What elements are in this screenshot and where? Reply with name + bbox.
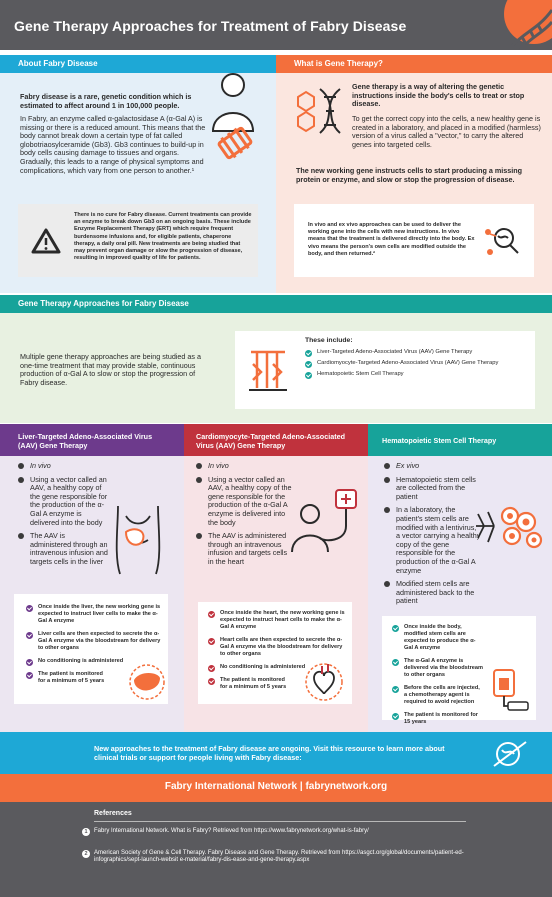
hsc-checks: [392, 624, 484, 732]
list-item: Hematopoietic stem cells are collected from the patient: [384, 476, 482, 502]
check-icon: [305, 350, 312, 357]
check-icon: [26, 605, 33, 612]
cardio-bullets: [196, 462, 294, 572]
list-item: Hematopoietic Stem Cell Therapy: [305, 371, 525, 378]
what-panel: [276, 73, 552, 293]
cardio-panel: [184, 456, 368, 732]
bullet-icon: [384, 463, 390, 469]
liver-header: [0, 424, 184, 456]
list-item: Once inside the heart, the new working gene is expected to instruct heart cells to make the α-Gal A enzyme: [208, 610, 346, 631]
list-item: Liver-Targeted Adeno-Associated Virus (AAV) Gene Therapy: [305, 349, 525, 356]
what-lead-2: The new working gene instructs cells to start producing a missing protein or enzyme, and slow or stop the progression of disease.: [296, 166, 523, 184]
liver-panel: [0, 456, 184, 732]
cardio-title: Cardiomyocyte-Targeted Adeno-Associated Virus (AAV) Gene Therapy: [196, 432, 345, 450]
warning-icon: [31, 228, 61, 254]
org-link[interactable]: Fabry International Network | fabrynetwork.org: [164, 781, 388, 792]
list-item: In vivo: [18, 462, 108, 471]
list-item: The patient is monitored for 15 years: [392, 712, 484, 726]
list-item: The patient is monitored for a minimum of 5 years: [26, 671, 110, 685]
divider: [94, 821, 466, 822]
bullet-icon: [384, 507, 390, 513]
list-item: The α-Gal A enzyme is delivered via the bloodstream to other organs: [392, 658, 484, 679]
what-note-box: [294, 204, 534, 277]
ref-number: 2: [82, 850, 90, 858]
liver-bullets: [18, 462, 108, 572]
list-item: No conditioning is administered: [26, 658, 162, 665]
check-icon: [26, 672, 33, 679]
liver-title: Liver-Targeted Adeno-Associated Virus (AAV) Gene Therapy: [18, 432, 153, 450]
about-lead: Fabry disease is a rare, genetic condition which is estimated to affect around 1 in 100,000 people.: [20, 92, 192, 110]
check-icon: [392, 625, 399, 632]
what-note-text: In vivo and ex vivo approaches can be used to deliver the working gene into the cells with new instructions. In vivo means that the treatment is delivered directly into the body. Ex vivo means the person's own cells are modified outside the body, and then returned.²: [308, 222, 475, 257]
approaches-bar: Gene Therapy Approaches for Fabry Disease: [0, 295, 552, 313]
dna-icon: [482, 0, 552, 50]
approaches-panel: [0, 313, 552, 423]
syringe-icon: [245, 346, 291, 394]
what-bar: What is Gene Therapy?: [276, 55, 552, 73]
about-bar: About Fabry Disease: [0, 55, 276, 73]
header-banner: [0, 0, 552, 50]
references-section: [0, 802, 552, 897]
list-item: The AAV is administered through an intravenous infusion and targets cells in the liver: [18, 532, 108, 566]
check-icon: [392, 686, 399, 693]
check-icon: [26, 632, 33, 639]
list-item: Once inside the body, modified stem cells are expected to produce the α-Gal A enzyme: [392, 624, 484, 652]
heart-icon: [302, 658, 346, 702]
hsc-panel: [368, 456, 552, 732]
cta-band: [0, 732, 552, 774]
what-body: To get the correct copy into the cells, a new healthy gene is created in a laboratory, and placed in a modified (harmless) version of a virus called a "vector," to carry the altered genes into targeted cells.: [352, 114, 541, 149]
bullet-icon: [18, 533, 24, 539]
what-lead: Gene therapy is a way of altering the genetic instructions inside the body's cells to treat or stop disease.: [352, 82, 525, 109]
check-icon: [208, 665, 215, 672]
reference-item: [84, 828, 474, 835]
iv-infusion-icon: [288, 486, 360, 556]
list-item: Cardiomyocyte-Targeted Adeno-Associated Virus (AAV) Gene Therapy: [305, 360, 525, 367]
list-item: No conditioning is administered: [208, 664, 346, 671]
hsc-title: Hematopoietic Stem Cell Therapy: [382, 436, 497, 445]
check-icon: [392, 713, 399, 720]
about-body: In Fabry, an enzyme called α-galactosidase A (α-Gal A) is missing or there is a reduced amount. This means that the body cannot break down a certain type of fat called globotriaosylceramide (Gb3). Gb3 continues to build-up in body cells causing damage to tissues and organs. Gradually, this leads to a range of physical symptoms and complications, which vary from one person to another.¹: [20, 114, 206, 175]
include-title: These include:: [305, 337, 353, 344]
list-item: Once inside the liver, the new working gene is expected to instruct liver cells to make the α-Gal A enzyme: [26, 604, 162, 625]
hsc-header: [368, 424, 552, 456]
ref-number: 1: [82, 828, 90, 836]
list-item: The patient is monitored for a minimum of 5 years: [208, 677, 292, 691]
torso-liver-icon: [108, 496, 168, 576]
person-icon: [205, 73, 265, 163]
include-list: [305, 349, 525, 382]
cta-text: New approaches to the treatment of Fabry disease are ongoing. Visit this resource to learn more about clinical trials or support for people living with Fabry disease:: [94, 744, 445, 762]
iv-bag-icon: [488, 666, 532, 716]
bullet-icon: [196, 533, 202, 539]
ref-text: American Society of Gene & Cell Therapy. Fabry Disease and Gene Therapy. Retrieved from https://asgct.org/global/documents/patient-ed-infographics/sept-launch-websit e-material/fabry-dis-ease-and-gene-therapy.aspx: [94, 850, 464, 864]
about-note-text: There is no cure for Fabry disease. Current treatments can provide an enzyme to break down Gb3 on an ongoing basis. These include Enzyme Replacement Therapy (ERT) which require frequent burdensome infusions and, for eligible patients, chaperone therapy, a daily oral pill. New treatments are being studied that may prevent organ damage or slow the progression of disease, resulting in improved quality of life for patients.: [74, 212, 252, 262]
check-icon: [208, 638, 215, 645]
list-item: Liver cells are then expected to secrete the α-Gal A enzyme via the bloodstream for delivery to other organs: [26, 631, 162, 652]
bullet-icon: [18, 463, 24, 469]
list-item: In vivo: [196, 462, 294, 471]
list-item: Using a vector called an AAV, a healthy copy of the gene responsible for the production of the α-Gal A enzyme is delivered into the body: [18, 476, 108, 528]
list-item: In a laboratory, the patient's stem cells are modified with a lentivirus, a vector carrying a healthy copy of the gene responsible for the production of the α-Gal A enzyme: [384, 506, 482, 575]
hsc-card: [382, 616, 536, 725]
list-item: Heart cells are then expected to secrete the α-Gal A enzyme via the bloodstream for delivery to other organs: [208, 637, 346, 658]
stem-cells-icon: [472, 496, 548, 556]
check-icon: [208, 611, 215, 618]
dna-molecule-icon: [288, 85, 343, 137]
bullet-icon: [196, 477, 202, 483]
page-title: Gene Therapy Approaches for Treatment of Fabry Disease: [14, 18, 407, 34]
hsc-bullets: [384, 462, 482, 611]
cell-syringe-icon: [490, 738, 530, 770]
check-icon: [208, 678, 215, 685]
check-icon: [305, 361, 312, 368]
list-item: Ex vivo: [384, 462, 482, 471]
cardio-header: [184, 424, 368, 456]
check-icon: [305, 372, 312, 379]
list-item: Before the cells are injected, a chemotherapy agent is required to avoid rejection: [392, 685, 484, 706]
bullet-icon: [384, 477, 390, 483]
org-band: [0, 774, 552, 802]
check-icon: [392, 659, 399, 666]
bullet-icon: [384, 581, 390, 587]
about-note-box: [18, 204, 258, 277]
ref-text: Fabry International Network. What is Fabry? Retrieved from https://www.fabrynetwork.org/what-is-fabry/: [94, 828, 369, 834]
list-item: The AAV is administered through an intravenous infusion and targets cells in the heart: [196, 532, 294, 566]
cardio-card: [198, 602, 352, 704]
microscope-icon: [482, 222, 522, 260]
list-item: Using a vector called an AAV, a healthy copy of the gene responsible for the production of the α-Gal A enzyme is delivered into the body: [196, 476, 294, 528]
approaches-include-card: [235, 331, 535, 409]
reference-item: [84, 850, 474, 865]
bullet-icon: [18, 477, 24, 483]
about-panel: [0, 73, 276, 293]
check-icon: [26, 659, 33, 666]
list-item: Modified stem cells are administered back to the patient: [384, 580, 482, 606]
approaches-text: Multiple gene therapy approaches are being studied as a one-time treatment that may provide stable, continuous production of α-Gal A to slow or stop the progression of Fabry disease.: [20, 352, 202, 387]
bullet-icon: [196, 463, 202, 469]
liver-card: [14, 594, 168, 704]
liver-icon: [128, 662, 166, 702]
references-title: References: [94, 810, 132, 817]
